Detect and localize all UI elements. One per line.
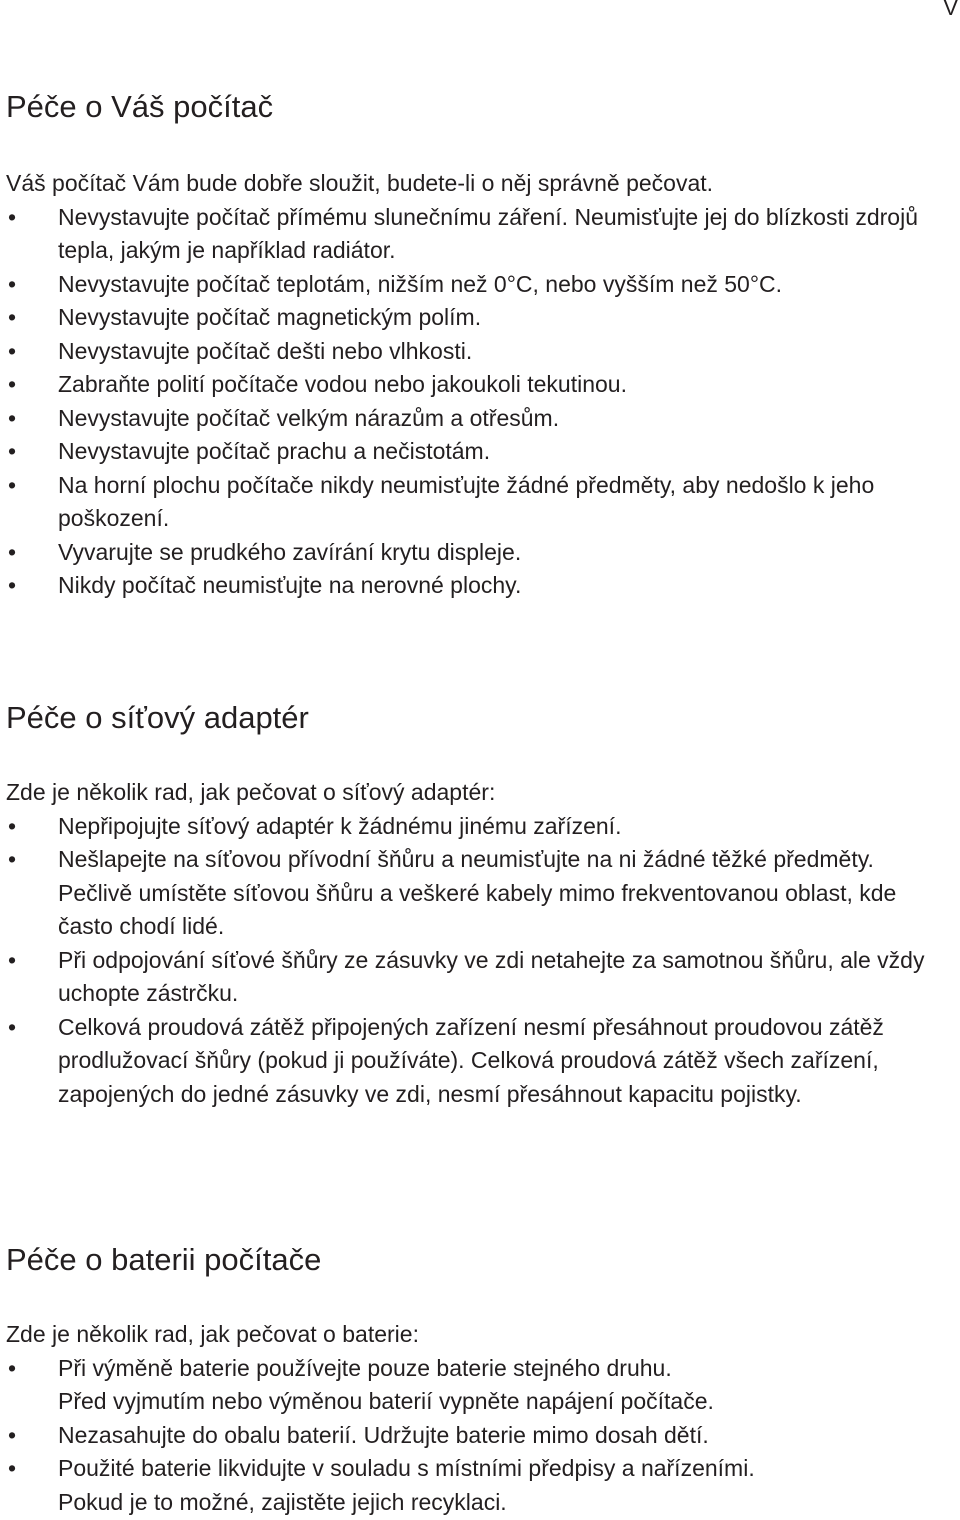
list-item xyxy=(6,1352,956,1419)
list-item xyxy=(6,536,956,570)
list-item xyxy=(6,301,956,335)
list-item xyxy=(6,1011,956,1112)
list-item xyxy=(6,569,956,603)
bullet-icon: • xyxy=(8,404,17,431)
bullet-icon: • xyxy=(8,1421,17,1448)
section-heading: Péče o baterii počítače xyxy=(6,1242,322,1277)
bullet-icon: • xyxy=(8,1354,17,1381)
list-item-text: Při odpojování síťové šňůry ze zásuvky ve zdi netahejte za samotnou šňůru, ale vždy uchopte zástrčku. xyxy=(58,946,925,1006)
bullet-icon: • xyxy=(8,337,17,364)
list-item xyxy=(6,335,956,369)
list-item-text: Použité baterie likvidujte v souladu s místními předpisy a nařízeními. xyxy=(58,1455,755,1481)
list-item xyxy=(6,368,956,402)
list-item-text: Nevystavujte počítač dešti nebo vlhkosti. xyxy=(58,337,473,364)
bullet-icon: • xyxy=(8,1455,17,1481)
section-computer-care xyxy=(6,87,956,603)
list-item xyxy=(6,843,956,944)
list-item-text: Nevystavujte počítač magnetickým polím. xyxy=(58,304,482,330)
list-item-text: Na horní plochu počítače nikdy neumisťujte žádné předměty, aby nedošlo k jeho poškození. xyxy=(58,471,875,531)
list-item-text: Nevystavujte počítač prachu a nečistotám. xyxy=(58,438,491,464)
list-item-text: Celková proudová zátěž připojených zařízení nesmí přesáhnout proudovou zátěž prodlužovací šňůry (pokud ji používáte). Celková proudová zátěž všech zařízení, zapojených do jedné zásuvky ve zdi, nesmí přesáhnout kapacitu pojistky. xyxy=(58,1013,884,1107)
list-item xyxy=(6,469,956,536)
list-item xyxy=(6,944,956,1011)
list-item-text: Nezasahujte do obalu baterií. Udržujte baterie mimo dosah dětí. xyxy=(58,1421,709,1448)
section-adapter-care xyxy=(6,698,956,1111)
bullet-icon: • xyxy=(8,946,17,973)
bullet-icon: • xyxy=(8,438,17,464)
list-item-text: Vyvarujte se prudkého zavírání krytu displeje. xyxy=(58,538,522,565)
list-item-text: Nevystavujte počítač přímému slunečnímu záření. Neumisťujte jej do blízkosti zdrojů tepla, jakým je například radiátor. xyxy=(58,203,918,263)
bullet-icon: • xyxy=(8,471,17,498)
care-list xyxy=(6,1352,956,1520)
list-item-text: Nevystavujte počítač teplotám, nižším než 0°C, nebo vyšším než 50°C. xyxy=(58,270,783,297)
bullet-icon: • xyxy=(8,371,17,397)
section-battery-care xyxy=(6,1240,956,1519)
section-intro: Váš počítač Vám bude dobře sloužit, budete-li o něj správně pečovat. xyxy=(6,170,714,196)
list-item xyxy=(6,402,956,436)
section-heading: Péče o Váš počítač xyxy=(6,89,274,124)
section-heading: Péče o síťový adaptér xyxy=(6,700,309,735)
list-item xyxy=(6,810,956,844)
section-intro: Zde je několik rad, jak pečovat o síťový adaptér: xyxy=(6,779,496,805)
list-item-text: Nevystavujte počítač velkým nárazům a otřesům. xyxy=(58,404,560,431)
bullet-icon: • xyxy=(8,572,17,598)
list-item-subtext: Pokud je to možné, zajistěte jejich recyklaci. xyxy=(58,1488,507,1515)
bullet-icon: • xyxy=(8,203,17,230)
list-item xyxy=(6,201,956,268)
page-number: V xyxy=(943,0,958,20)
care-list xyxy=(6,810,956,1112)
bullet-icon: • xyxy=(8,812,17,839)
bullet-icon: • xyxy=(8,1013,17,1040)
list-item xyxy=(6,1419,956,1453)
list-item-text: Nepřipojujte síťový adaptér k žádnému jinému zařízení. xyxy=(58,812,622,839)
bullet-icon: • xyxy=(8,538,17,565)
list-item xyxy=(6,268,956,302)
list-item-text: Nikdy počítač neumisťujte na nerovné plochy. xyxy=(58,572,522,598)
care-list xyxy=(6,201,956,603)
bullet-icon: • xyxy=(8,846,17,872)
list-item xyxy=(6,435,956,469)
list-item-text: Nešlapejte na síťovou přívodní šňůru a neumisťujte na ni žádné těžké předměty. xyxy=(58,846,874,872)
list-item-subtext: Před vyjmutím nebo výměnou baterií vypněte napájení počítače. xyxy=(58,1388,714,1414)
bullet-icon: • xyxy=(8,304,17,330)
list-item-text: Zabraňte polití počítače vodou nebo jakoukoli tekutinou. xyxy=(58,371,627,397)
bullet-icon: • xyxy=(8,270,17,297)
list-item-text: Při výměně baterie používejte pouze baterie stejného druhu. xyxy=(58,1354,672,1381)
section-intro: Zde je několik rad, jak pečovat o baterie: xyxy=(6,1321,419,1347)
list-item xyxy=(6,1452,956,1519)
list-item-subtext: Pečlivě umístěte síťovou šňůru a veškeré kabely mimo frekventovanou oblast, kde často chodí lidé. xyxy=(58,879,897,939)
